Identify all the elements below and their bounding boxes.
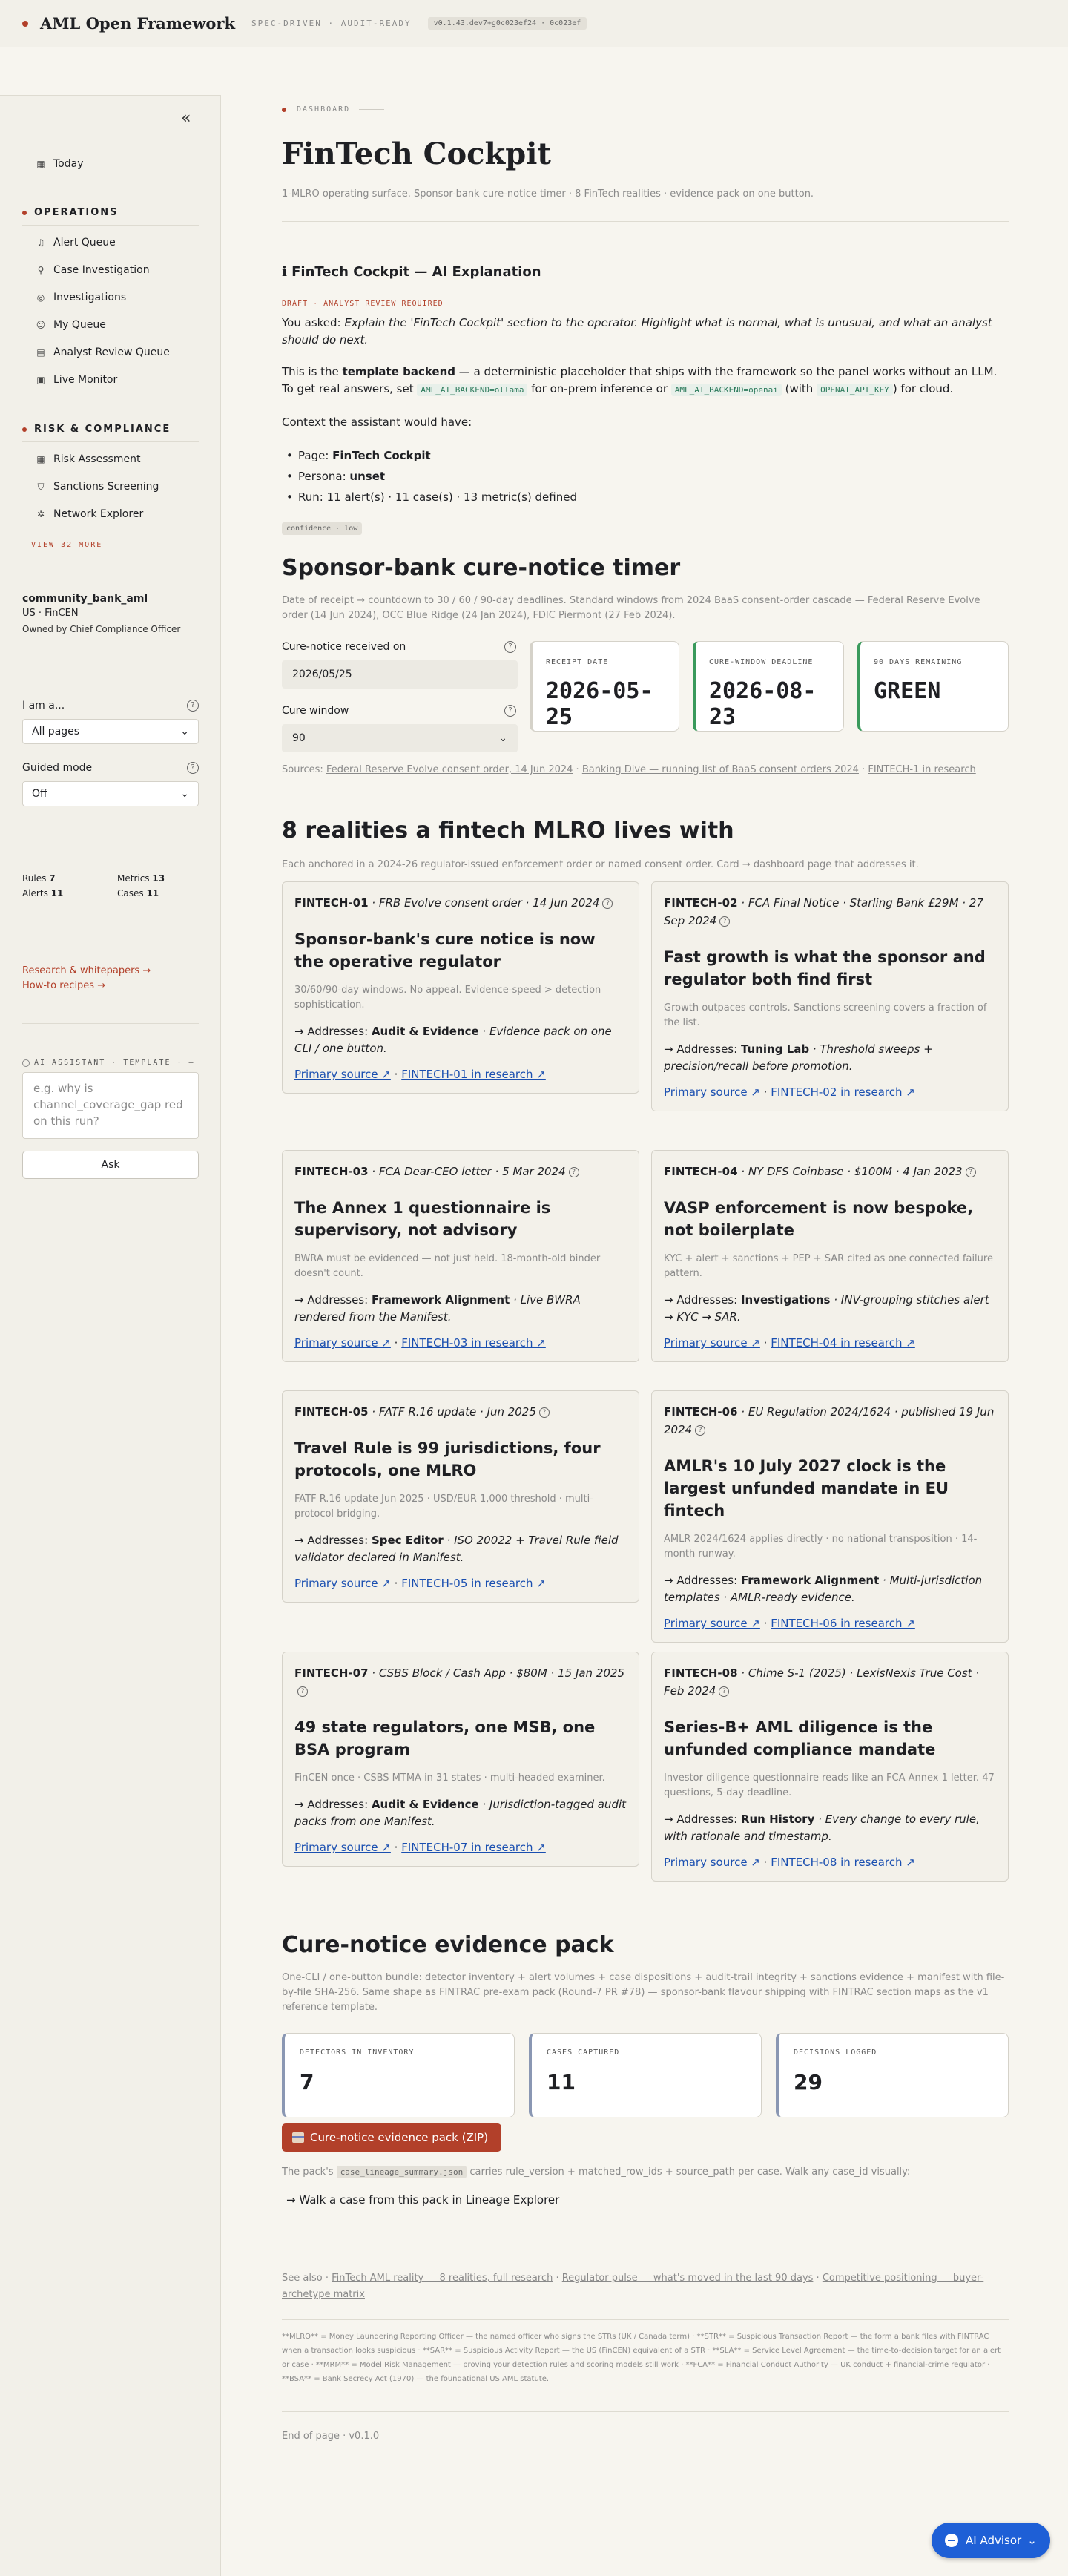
ai-question-input[interactable]: e.g. why is channel_coverage_gap red on this run?: [22, 1072, 199, 1139]
list-item: • Page: FinTech Cockpit: [282, 445, 577, 466]
breadcrumb-rule: [359, 109, 384, 110]
sidebar: [0, 95, 221, 2576]
reality-description: FATF R.16 update Jun 2025 · USD/EUR 1,000 threshold · multi-protocol bridging.: [294, 1494, 593, 1519]
context-list: [282, 445, 577, 507]
reality-card[interactable]: [282, 1150, 639, 1362]
help-icon[interactable]: ?: [187, 700, 199, 712]
reality-title: Fast growth is what the sponsor and regulator both find first: [664, 948, 986, 988]
help-icon[interactable]: ?: [719, 916, 730, 927]
chevron-down-icon: ⌄: [1027, 2534, 1037, 2547]
see-also-link[interactable]: FinTech AML reality — 8 realities, full research: [332, 2273, 553, 2284]
reality-title: AMLR's 10 July 2027 clock is the largest unfunded mandate in EU fintech: [664, 1457, 949, 1519]
page-subtitle: 1-MLRO operating surface. Sponsor-bank cure-notice timer · 8 FinTech realities · evidence pack on one button.: [282, 188, 814, 200]
sidebar-item-today[interactable]: [34, 158, 84, 170]
ai-advisor-button[interactable]: AI Advisor ⌄: [932, 2523, 1050, 2558]
package-icon: [292, 2132, 304, 2143]
sidebar-item-label: Today: [53, 158, 84, 170]
receipt-date-card: RECEIPT DATE 2026-05-25: [530, 641, 679, 732]
persona-label: I am a...: [22, 700, 65, 712]
sidebar-item-sanctions-screening[interactable]: [34, 481, 159, 493]
section-dot: [22, 427, 27, 432]
reality-header: FINTECH-06 · EU Regulation 2024/1624 · published 19 Jun 2024 ?: [664, 1405, 995, 1436]
end-of-page: End of page · v0.1.0: [282, 2431, 380, 2442]
help-icon[interactable]: ?: [297, 1686, 308, 1697]
sidebar-item-investigations[interactable]: [34, 292, 126, 303]
chevron-down-icon: ⌄: [180, 726, 189, 737]
see-also-link[interactable]: Regulator pulse — what's moved in the last 90 days: [561, 2273, 814, 2284]
persona-select-value: All pages: [32, 726, 80, 737]
window-label: Cure window: [282, 705, 349, 717]
ai-backend-text: This is the template backend — a deterministic placeholder that ships with the framework so the panel works without an LLM. To get real answers, set AML_AI_BACKEND=ollama for on-prem inference or AML_AI_BACKEND=openai (with OPENAI_API_KEY ) for cloud.: [282, 365, 998, 395]
reality-description: KYC + alert + sanctions + PEP + SAR cited as one connected failure pattern.: [664, 1253, 993, 1279]
reality-description: 30/60/90-day windows. No appeal. Evidence-speed > detection sophistication.: [294, 985, 601, 1011]
brand-title[interactable]: AML Open Framework: [40, 14, 236, 33]
sidebar-item-case-investigation[interactable]: [34, 264, 150, 276]
cure-window-select[interactable]: 90 ⌄: [282, 724, 518, 752]
page-title: FinTech Cockpit: [282, 137, 551, 171]
evidence-title: Cure-notice evidence pack: [282, 1932, 614, 1958]
ai-explanation-title: ℹ FinTech Cockpit — AI Explanation: [282, 264, 541, 280]
context-intro: Context the assistant would have:: [282, 415, 472, 429]
section-dot: [22, 211, 27, 215]
research-link[interactable]: FINTECH-02 in research ↗: [771, 1085, 915, 1099]
detectors-card: DETECTORS IN INVENTORY 7: [282, 2033, 515, 2117]
research-link[interactable]: FINTECH-04 in research ↗: [771, 1336, 915, 1350]
reality-links: Primary source ↗ · FINTECH-06 in research ↗: [664, 1617, 915, 1630]
reality-addresses: → Addresses: Run History · Every change to every rule, with rationale and timestamp.: [664, 1813, 980, 1843]
info-icon: ℹ: [282, 264, 292, 280]
reality-links: Primary source ↗ · FINTECH-02 in research ↗: [664, 1085, 915, 1099]
primary-source-link[interactable]: Primary source ↗: [294, 1068, 391, 1081]
reality-addresses: → Addresses: Framework Alignment · Live BWRA rendered from the Manifest.: [294, 1293, 581, 1324]
received-label: Cure-notice received on: [282, 641, 406, 653]
shield-icon: ⛉: [37, 481, 44, 492]
divider: [282, 2319, 1009, 2320]
decisions-card: DECISIONS LOGGED 29: [776, 2033, 1009, 2117]
research-link[interactable]: FINTECH-01 in research ↗: [401, 1068, 546, 1081]
persona-select[interactable]: [22, 719, 199, 744]
reality-card[interactable]: [651, 881, 1009, 1111]
stat-metrics: Metrics 13: [117, 873, 165, 884]
help-icon[interactable]: ?: [187, 762, 199, 774]
reality-addresses: → Addresses: Framework Alignment · Multi-jurisdiction templates · AMLR-ready evidence.: [664, 1574, 983, 1604]
primary-source-link[interactable]: Primary source ↗: [294, 1841, 391, 1854]
stat-rules: Rules 7: [22, 873, 56, 884]
sidebar-item-label: Case Investigation: [53, 264, 150, 276]
reality-header: FINTECH-04 · NY DFS Coinbase · $100M · 4 Jan 2023 ?: [664, 1163, 996, 1180]
guided-mode-select[interactable]: [22, 781, 199, 806]
network-icon: ✲: [36, 509, 45, 519]
reality-title: VASP enforcement is now bespoke, not boilerplate: [664, 1199, 974, 1239]
reality-links: Primary source ↗ · FINTECH-08 in research ↗: [664, 1856, 915, 1869]
monitor-icon: ▣: [36, 375, 45, 385]
sidebar-item-risk-assessment[interactable]: [34, 453, 140, 465]
research-link[interactable]: FINTECH-07 in research ↗: [401, 1841, 546, 1854]
reality-header: FINTECH-01 · FRB Evolve consent order · 14 Jun 2024 ?: [294, 894, 627, 912]
reality-title: Sponsor-bank's cure notice is now the operative regulator: [294, 930, 596, 970]
source-link[interactable]: Federal Reserve Evolve consent order, 14 Jun 2024: [326, 764, 573, 775]
received-date-input[interactable]: 2026/05/25: [282, 660, 518, 689]
section-title: RISK & COMPLIANCE: [34, 424, 171, 435]
reality-addresses: → Addresses: Audit & Evidence · Jurisdiction-tagged audit packs from one Manifest.: [294, 1798, 627, 1828]
reality-description: Investor diligence questionnaire reads like an FCA Annex 1 letter. 47 questions, 5-day deadline.: [664, 1772, 995, 1798]
realities-title: 8 realities a fintech MLRO lives with: [282, 818, 734, 844]
reality-header: FINTECH-07 · CSBS Block / Cash App · $80M · 15 Jan 2025?: [294, 1666, 625, 1695]
reality-title: Travel Rule is 99 jurisdictions, four protocols, one MLRO: [294, 1439, 601, 1479]
section-title: OPERATIONS: [34, 207, 119, 218]
timer-description: Date of receipt → countdown to 30 / 60 / 90-day deadlines. Standard windows from 2024 BaaS consent-order cascade — Federal Reserve Evolve order (14 Jun 2024), OCC Blue Ridge (24 Jan 2024), FDIC Piermont (27 Feb 2024).: [282, 595, 980, 621]
ask-button[interactable]: Ask: [22, 1151, 199, 1179]
timer-title: Sponsor-bank cure-notice timer: [282, 555, 681, 581]
calendar-icon: ▦: [36, 159, 45, 169]
reality-links: Primary source ↗ · FINTECH-01 in research ↗: [294, 1068, 546, 1081]
chat-bubble-icon: [945, 2534, 958, 2547]
divider: [282, 221, 1009, 222]
grid-icon: ▦: [36, 454, 45, 464]
section-operations: [22, 207, 119, 218]
stat-alerts: Alerts 11: [22, 888, 64, 898]
lineage-text: The pack's case_lineage_summary.json carries rule_version + matched_row_ids + source_path per case. Walk any case_id visually:: [282, 2166, 911, 2178]
research-link[interactable]: FINTECH-05 in research ↗: [401, 1577, 546, 1590]
sidebar-item-label: Network Explorer: [53, 508, 144, 520]
reality-card[interactable]: [282, 1390, 639, 1603]
download-evidence-zip-button[interactable]: Cure-notice evidence pack (ZIP): [282, 2123, 501, 2152]
see-also: See also · FinTech AML reality — 8 realities, full research · Regulator pulse — what's moved in the last 90 days · Competitive positioning — buyer-archetype matrix: [282, 2273, 984, 2300]
reality-description: FinCEN once · CSBS MTMA in 31 states · multi-headed examiner.: [294, 1772, 605, 1784]
days-remaining-card: 90 DAYS REMAINING GREEN: [857, 641, 1009, 732]
help-icon[interactable]: ?: [966, 1167, 976, 1177]
sidebar-item-my-queue[interactable]: [34, 319, 106, 331]
collapse-sidebar-icon[interactable]: «: [181, 109, 191, 128]
research-link[interactable]: FINTECH-08 in research ↗: [771, 1856, 915, 1869]
reality-links: Primary source ↗ · FINTECH-03 in research ↗: [294, 1336, 546, 1350]
sidebar-item-alert-queue[interactable]: [34, 237, 116, 249]
sidebar-item-network-explorer[interactable]: [34, 508, 143, 520]
target-icon: ◎: [36, 292, 45, 303]
breadcrumb: DASHBOARD: [282, 105, 384, 114]
reality-header: FINTECH-03 · FCA Dear-CEO letter · 5 Mar 2024 ?: [294, 1163, 627, 1180]
run-stats: [22, 873, 200, 898]
chevron-down-icon: ⌄: [498, 732, 507, 744]
research-link[interactable]: FINTECH-03 in research ↗: [401, 1336, 546, 1350]
sidebar-item-analyst-review-queue[interactable]: [34, 346, 170, 358]
primary-source-link[interactable]: Primary source ↗: [294, 1577, 391, 1590]
brand-dot: [22, 21, 28, 27]
search-icon: ⚲: [37, 265, 44, 275]
reality-card[interactable]: [282, 1652, 639, 1867]
reality-card[interactable]: [651, 1150, 1009, 1362]
primary-source-link[interactable]: Primary source ↗: [294, 1336, 391, 1350]
glossary: **MLRO** = Money Laundering Reporting Officer — the named officer who signs the STRs (UK / Canada term) · **STR** = Suspicious Transaction Report — the form a bank files with FINTRAC when a transaction looks suspicious · **SAR** = Suspicious Activity Report — the US (FinCEN) equivalent of a STR · **SLA** = Service Level Agreement — the time-to-decision target for an alert or case · **MRM** = Model Risk Management — proving your detection rules and scoring models still work · **FCA** = Financial Conduct Authority — UK conduct + financial-crime regulator · **BSA** = Bank Secrecy Act (1970) — the foundational US AML statute.: [282, 2333, 1001, 2383]
draft-badge: DRAFT · ANALYST REVIEW REQUIRED: [282, 300, 444, 308]
evidence-description: One-CLI / one-button bundle: detector inventory + alert volumes + case dispositions + audit-trail integrity + sanctions evidence + manifest with file-by-file SHA-256. Same shape as FINTRAC pre-exam pack (Round-7 PR #78) — sponsor-bank flavour shipping with FINTRAC section maps as the v1 reference template.: [282, 1972, 1005, 2013]
source-link[interactable]: Banking Dive — running list of BaaS consent orders 2024: [581, 764, 859, 775]
top-bar: [0, 0, 1068, 47]
breadcrumb-dot: [282, 108, 286, 112]
bell-icon: ♫: [36, 237, 45, 248]
primary-source-link[interactable]: Primary source ↗: [664, 1085, 760, 1099]
reality-header: FINTECH-02 · FCA Final Notice · Starling Bank £29M · 27 Sep 2024 ?: [664, 896, 983, 927]
divider: [282, 2411, 1009, 2412]
reality-addresses: → Addresses: Audit & Evidence · Evidence pack on one CLI / one button.: [294, 1025, 612, 1055]
tenant-jurisdiction: US · FinCEN: [22, 608, 79, 619]
list-item: • Persona: unset: [282, 466, 577, 487]
source-link[interactable]: FINTECH-1 in research: [868, 764, 976, 775]
sidebar-item-label: Live Monitor: [53, 374, 118, 386]
guided-mode-label: Guided mode: [22, 762, 93, 774]
ai-status-icon: [22, 1059, 30, 1067]
primary-source-link[interactable]: Primary source ↗: [664, 1617, 760, 1630]
guided-mode-value: Off: [32, 788, 47, 800]
sidebar-item-label: Sanctions Screening: [53, 481, 159, 493]
help-icon[interactable]: ?: [539, 1407, 550, 1418]
section-risk-compliance: [22, 424, 171, 435]
section-divider: [22, 1023, 199, 1024]
inbox-icon: ▤: [36, 347, 45, 358]
reality-header: FINTECH-05 · FATF R.16 update · Jun 2025 ?: [294, 1403, 627, 1421]
brand-tagline: SPEC-DRIVEN · AUDIT-READY: [251, 19, 412, 28]
research-link[interactable]: Research & whitepapers →: [22, 965, 151, 976]
reality-links: Primary source ↗ · FINTECH-04 in research ↗: [664, 1336, 915, 1350]
reality-description: BWRA must be evidenced — not just held. 18-month-old binder doesn't count.: [294, 1253, 601, 1279]
reality-addresses: → Addresses: Spec Editor · ISO 20022 + Travel Rule field validator declared in Manifest.: [294, 1534, 619, 1564]
see-also-link[interactable]: Competitive positioning — buyer-archetype matrix: [282, 2273, 984, 2300]
tenant-owner: Owned by Chief Compliance Officer: [22, 624, 181, 634]
primary-source-link[interactable]: Primary source ↗: [664, 1856, 760, 1869]
sidebar-item-label: Alert Queue: [53, 237, 116, 249]
help-icon[interactable]: ?: [569, 1167, 579, 1177]
chevron-down-icon: ⌄: [180, 788, 189, 800]
reality-addresses: → Addresses: Investigations · INV-grouping stitches alert → KYC → SAR.: [664, 1293, 989, 1324]
sidebar-item-label: My Queue: [53, 319, 106, 331]
help-icon[interactable]: ?: [504, 705, 516, 717]
timer-sources: Sources: Federal Reserve Evolve consent order, 14 Jun 2024 · Banking Dive — running list of BaaS consent orders 2024 · FINTECH-1 in research: [282, 764, 976, 775]
section-divider: [22, 441, 199, 442]
confidence-badge: confidence · low: [282, 522, 362, 535]
help-icon[interactable]: ?: [504, 641, 516, 653]
realities-description: Each anchored in a 2024-26 regulator-issued enforcement order or named consent order. Card → dashboard page that addresses it.: [282, 859, 919, 870]
reality-links: Primary source ↗ · FINTECH-05 in research ↗: [294, 1577, 546, 1590]
reality-header: FINTECH-08 · Chime S-1 (2025) · LexisNexis True Cost · Feb 2024 ?: [664, 1666, 980, 1698]
help-icon[interactable]: ?: [719, 1686, 729, 1697]
reality-title: 49 state regulators, one MSB, one BSA program: [294, 1718, 596, 1758]
reality-card[interactable]: [282, 881, 639, 1094]
help-icon[interactable]: ?: [695, 1425, 705, 1436]
sidebar-item-label: Analyst Review Queue: [53, 346, 170, 358]
list-item: • Run: 11 alert(s) · 11 case(s) · 13 metric(s) defined: [282, 487, 577, 507]
help-icon[interactable]: ?: [602, 898, 613, 909]
reality-links: Primary source ↗ · FINTECH-07 in research ↗: [294, 1841, 546, 1854]
sidebar-item-live-monitor[interactable]: [34, 374, 117, 386]
sidebar-item-label: Risk Assessment: [53, 453, 141, 465]
stat-cases: Cases 11: [117, 888, 159, 898]
version-badge: v0.1.43.dev7+g0c023ef24 · 0c023ef: [428, 17, 587, 30]
view-more-link[interactable]: VIEW 32 MORE: [31, 541, 103, 549]
ai-assistant-label: AI ASSISTANT · TEMPLATE · —: [22, 1059, 195, 1067]
reality-description: Growth outpaces controls. Sanctions screening covers a fraction of the list.: [664, 1002, 987, 1028]
reality-card[interactable]: [651, 1652, 1009, 1882]
lineage-explorer-link[interactable]: → Walk a case from this pack in Lineage Explorer: [286, 2193, 560, 2207]
section-divider: [22, 225, 199, 226]
user-icon: ☺: [36, 320, 46, 330]
deadline-card: CURE-WINDOW DEADLINE 2026-08-23: [693, 641, 844, 732]
cases-card: CASES CAPTURED 11: [529, 2033, 762, 2117]
reality-title: The Annex 1 questionnaire is supervisory, not advisory: [294, 1199, 551, 1239]
reality-title: Series-B+ AML diligence is the unfunded compliance mandate: [664, 1718, 936, 1758]
primary-source-link[interactable]: Primary source ↗: [664, 1336, 760, 1350]
tenant-name: community_bank_aml: [22, 593, 148, 605]
recipes-link[interactable]: How-to recipes →: [22, 980, 106, 991]
research-link[interactable]: FINTECH-06 in research ↗: [771, 1617, 915, 1630]
sidebar-item-label: Investigations: [53, 292, 127, 303]
reality-description: AMLR 2024/1624 applies directly · no national transposition · 14-month runway.: [664, 1534, 978, 1560]
ai-asked-text: You asked: Explain the 'FinTech Cockpit' section to the operator. Highlight what is normal, what is unusual, and what an analyst should do next.: [282, 316, 992, 346]
reality-card[interactable]: [651, 1390, 1009, 1643]
reality-addresses: → Addresses: Tuning Lab · Threshold sweeps + precision/recall before promotion.: [664, 1042, 933, 1073]
